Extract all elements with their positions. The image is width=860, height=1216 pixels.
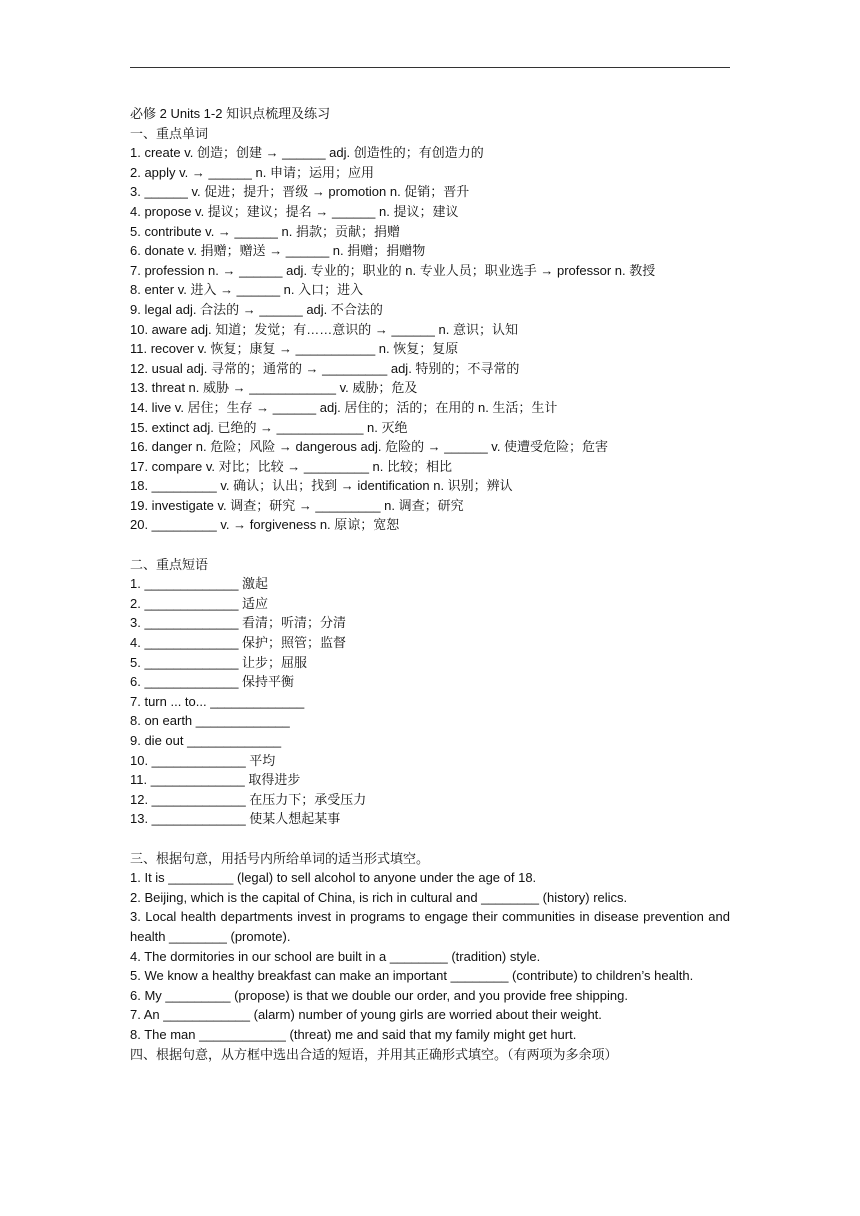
exercise-item: 3. Local health departments invest in programs to engage their communities in disease prevention and health ________ (promote). — [130, 909, 730, 944]
document-body — [130, 104, 730, 1064]
phrase-item: 6. _____________ 保持平衡 — [130, 674, 295, 690]
word-item: 6. donate v. 捐赠；赠送 → ______ n. 捐赠；捐赠物 — [130, 243, 426, 259]
exercise-item: 2. Beijing, which is the capital of China, is rich in cultural and ________ (history) relics. — [130, 889, 628, 905]
word-item: 15. extinct adj. 已绝的 → ____________ n. 灭绝 — [130, 419, 408, 435]
word-item: 4. propose v. 提议；建议；提名 → ______ n. 提议；建议 — [130, 203, 459, 219]
word-item: 16. danger n. 危险；风险 → dangerous adj. 危险的 → ______ v. 使遭受危险；危害 — [130, 439, 609, 455]
word-item: 12. usual adj. 寻常的；通常的 → _________ adj. 特别的；不寻常的 — [130, 360, 520, 376]
word-item: 2. apply v. → ______ n. 申请；运用；应用 — [130, 164, 374, 180]
section3-heading: 三、根据句意，用括号内所给单词的适当形式填空。 — [130, 850, 430, 866]
section1-list — [130, 143, 730, 535]
phrase-item: 3. _____________ 看清；听清；分清 — [130, 615, 347, 631]
section3-list — [130, 868, 730, 1044]
phrase-item: 12. _____________ 在压力下；承受压力 — [130, 791, 367, 807]
word-item: 11. recover v. 恢复；康复 → ___________ n. 恢复；复原 — [130, 341, 459, 357]
spacer — [130, 829, 730, 849]
phrase-item: 5. _____________ 让步；屈服 — [130, 654, 308, 670]
phrase-item: 2. _____________ 适应 — [130, 595, 269, 611]
phrase-item: 1. _____________ 激起 — [130, 576, 269, 592]
word-item: 17. compare v. 对比；比较 → _________ n. 比较；相比 — [130, 458, 452, 474]
word-item: 20. _________ v. → forgiveness n. 原谅；宽恕 — [130, 517, 400, 533]
phrase-item: 13. _____________ 使某人想起某事 — [130, 811, 341, 827]
section4-heading: 四、根据句意，从方框中选出合适的短语，并用其正确形式填空。（有两项为多余项） — [130, 1046, 618, 1062]
word-item: 13. threat n. 威胁 → ____________ v. 威胁；危及 — [130, 380, 418, 396]
phrase-item: 9. die out _____________ — [130, 733, 282, 748]
exercise-item: 4. The dormitories in our school are built in a ________ (tradition) style. — [130, 948, 541, 964]
word-item: 10. aware adj. 知道；发觉；有……意识的 → ______ n. 意识；认知 — [130, 321, 518, 337]
word-item: 9. legal adj. 合法的 → ______ adj. 不合法的 — [130, 301, 383, 317]
spacer — [130, 535, 730, 555]
phrase-item: 7. turn ... to... _____________ — [130, 693, 305, 709]
word-item: 18. _________ v. 确认；认出；找到 → identification n. 识别；辨认 — [130, 478, 513, 494]
header-rule — [130, 67, 730, 68]
section2-heading: 二、重点短语 — [130, 556, 209, 572]
exercise-item: 7. An ____________ (alarm) number of young girls are worried about their weight. — [130, 1007, 602, 1023]
word-item: 1. create v. 创造；创建 → ______ adj. 创造性的；有创造力的 — [130, 145, 484, 161]
word-item: 5. contribute v. → ______ n. 捐款；贡献；捐赠 — [130, 223, 400, 239]
word-item: 7. profession n. → ______ adj. 专业的；职业的 n. 专业人员；职业选手 → professor n. 教授 — [130, 262, 656, 278]
exercise-item: 6. My _________ (propose) is that we double our order, and you provide free shipping. — [130, 987, 628, 1003]
exercise-item: 1. It is _________ (legal) to sell alcohol to anyone under the age of 18. — [130, 870, 537, 886]
phrase-item: 4. _____________ 保护；照管；监督 — [130, 635, 347, 651]
phrase-item: 11. _____________ 取得进步 — [130, 772, 301, 788]
word-item: 3. ______ v. 促进；提升；晋级 → promotion n. 促销；晋升 — [130, 184, 470, 200]
page-title: 必修 2 Units 1-2 知识点梳理及练习 — [130, 106, 331, 121]
word-item: 8. enter v. 进入 → ______ n. 入口；进入 — [130, 282, 364, 298]
word-item: 19. investigate v. 调查；研究 → _________ n. 调查；研究 — [130, 497, 464, 513]
word-item: 14. live v. 居住；生存 → ______ adj. 居住的；活的；在用的 n. 生活；生计 — [130, 399, 558, 415]
exercise-item: 5. We know a healthy breakfast can make an important ________ (contribute) to children’s health. — [130, 968, 694, 984]
section1-heading: 一、重点单词 — [130, 125, 209, 141]
exercise-item: 8. The man ____________ (threat) me and said that my family might get hurt. — [130, 1026, 577, 1042]
phrase-item: 8. on earth _____________ — [130, 713, 290, 729]
section2-list — [130, 574, 730, 829]
phrase-item: 10. _____________ 平均 — [130, 752, 276, 768]
